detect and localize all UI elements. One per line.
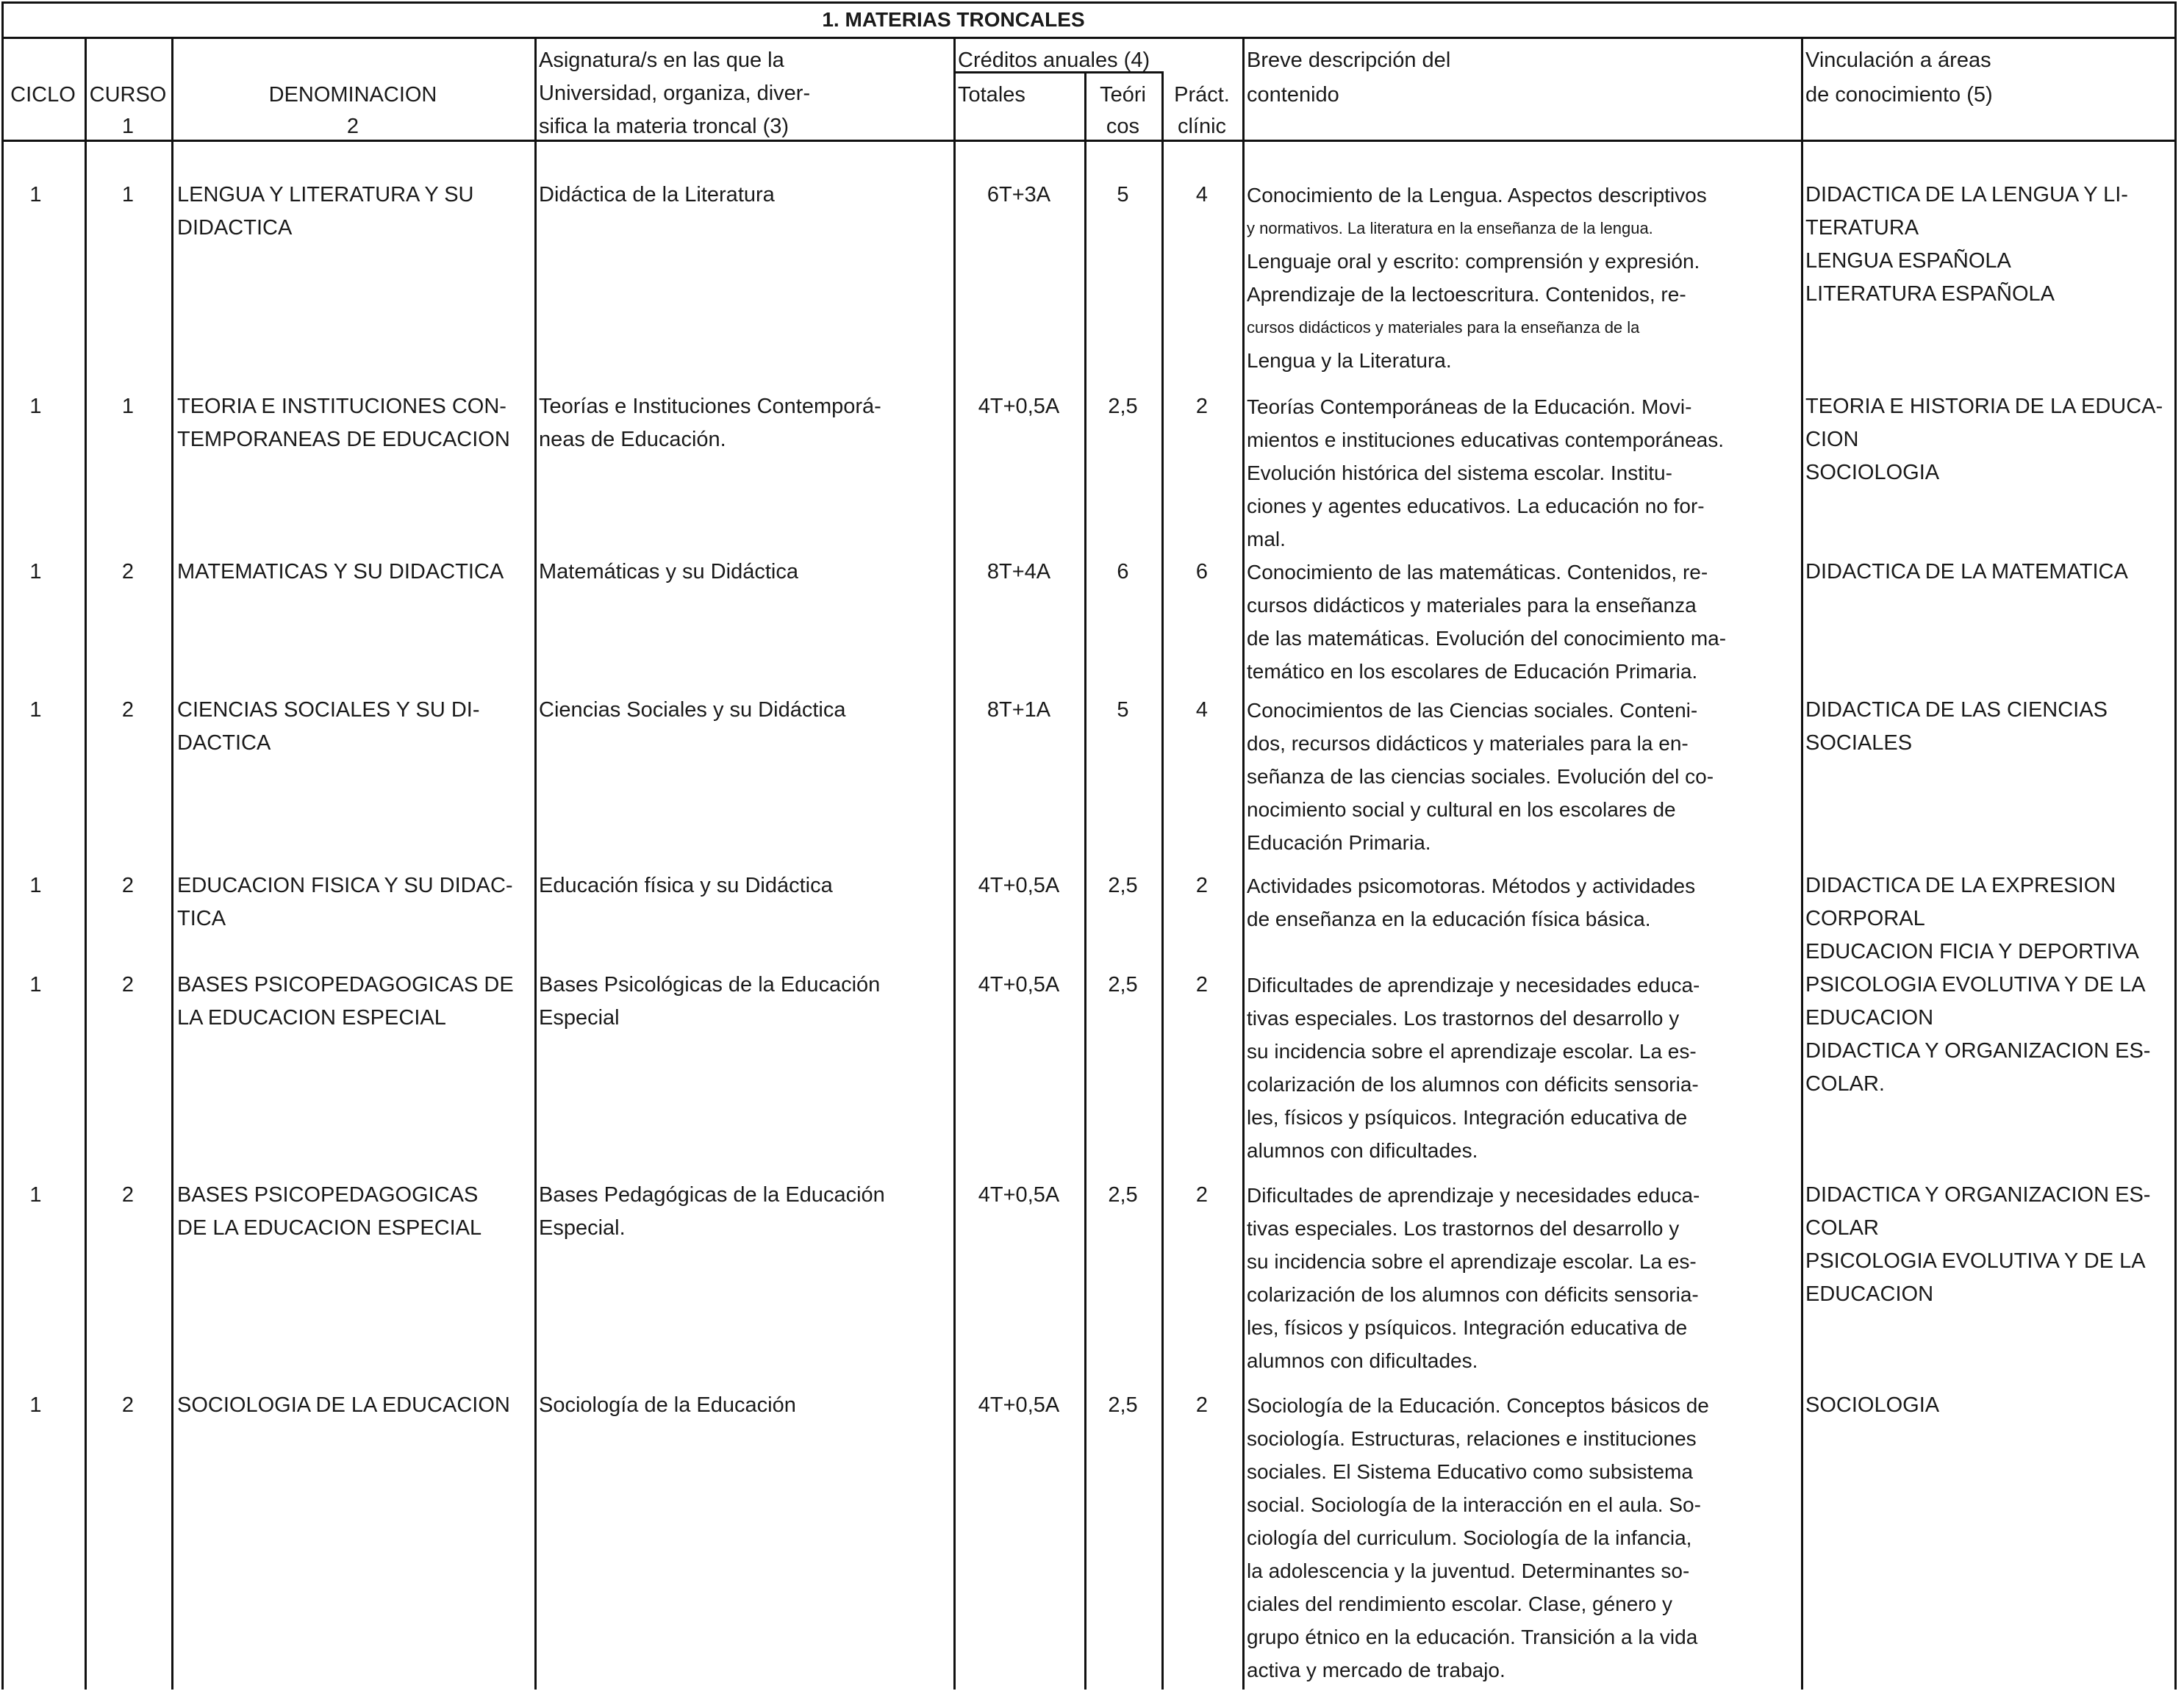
row-denominacion: LENGUA Y LITERATURA Y SU: [177, 183, 474, 207]
row-asignatura: Didáctica de la Literatura: [539, 183, 775, 207]
row-teoricos: 6: [1117, 560, 1129, 584]
row-vinculacion: DIDACTICA DE LA LENGUA Y LI-: [1805, 183, 2128, 207]
row-asignatura: Especial: [539, 1006, 620, 1030]
column-border: [171, 37, 173, 1690]
column-border: [534, 37, 537, 1690]
header-denominacion: DENOMINACION: [268, 83, 437, 107]
row-totales: 6T+3A: [987, 183, 1051, 207]
row-denominacion: DE LA EDUCACION ESPECIAL: [177, 1216, 482, 1240]
header-descripcion: contenido: [1247, 83, 1339, 107]
row-vinculacion: TERATURA: [1805, 216, 1919, 240]
row-teoricos: 2,5: [1108, 1393, 1138, 1417]
row-denominacion: MATEMATICAS Y SU DIDACTICA: [177, 560, 504, 584]
row-ciclo: 1: [29, 560, 42, 584]
row-teoricos: 5: [1117, 183, 1129, 207]
row-descripcion: ciones y agentes educativos. La educación no for-: [1247, 495, 1705, 517]
row-vinculacion: CION: [1805, 428, 1859, 451]
row-descripcion: Conocimiento de las matemáticas. Contenidos, re-: [1247, 561, 1708, 584]
row-asignatura: Matemáticas y su Didáctica: [539, 560, 798, 584]
row-practicos: 2: [1195, 1183, 1209, 1207]
row-denominacion: DIDACTICA: [177, 216, 293, 240]
row-teoricos: 2,5: [1108, 874, 1138, 897]
row-ciclo: 1: [29, 395, 42, 418]
row-descripcion: ciales del rendimiento escolar. Clase, género y: [1247, 1593, 1672, 1615]
row-practicos: 2: [1195, 874, 1209, 897]
header-vinculacion: Vinculación a áreas: [1805, 49, 1991, 72]
row-descripcion: les, físicos y psíquicos. Integración educativa de: [1247, 1316, 1688, 1339]
row-asignatura: Bases Psicológicas de la Educación: [539, 973, 881, 997]
row-denominacion: DACTICA: [177, 731, 271, 755]
row-vinculacion: PSICOLOGIA EVOLUTIVA Y DE LA: [1805, 973, 2146, 997]
header-teoricos: cos: [1106, 115, 1140, 138]
row-descripcion: Evolución histórica del sistema escolar. Institu-: [1247, 462, 1672, 484]
row-asignatura: Especial.: [539, 1216, 626, 1240]
row-descripcion: grupo étnico en la educación. Transición a la vida: [1247, 1626, 1698, 1648]
row-curso: 1: [121, 395, 135, 418]
row-descripcion: alumnos con dificultades.: [1247, 1349, 1478, 1372]
row-totales: 8T+4A: [987, 560, 1051, 584]
header-practicos: Práct.: [1174, 83, 1230, 107]
column-border: [1801, 37, 1803, 1690]
row-descripcion: Conocimiento de la Lengua. Aspectos descriptivos: [1247, 184, 1707, 207]
row-descripcion: sociales. El Sistema Educativo como subsistema: [1247, 1460, 1693, 1483]
row-practicos: 2: [1195, 1393, 1209, 1417]
row-denominacion: TICA: [177, 907, 226, 930]
row-descripcion: colarización de los alumnos con déficits sensoria-: [1247, 1283, 1699, 1306]
row-vinculacion: LITERATURA ESPAÑOLA: [1805, 282, 2055, 306]
row-practicos: 4: [1195, 183, 1209, 207]
row-vinculacion: COLAR.: [1805, 1072, 1885, 1096]
row-descripcion: su incidencia sobre el aprendizaje escolar. La es-: [1247, 1040, 1697, 1063]
row-vinculacion: EDUCACION FICIA Y DEPORTIVA: [1805, 940, 2139, 963]
title-row-border: [1, 37, 2174, 39]
row-totales: 4T+0,5A: [978, 1183, 1060, 1207]
row-descripcion: tivas especiales. Los trastornos del desarrollo y: [1247, 1217, 1680, 1240]
row-descripcion: su incidencia sobre el aprendizaje escolar. La es-: [1247, 1250, 1697, 1273]
row-vinculacion: DIDACTICA DE LAS CIENCIAS: [1805, 698, 2108, 722]
header-asignatura: Universidad, organiza, diver-: [539, 82, 811, 105]
row-vinculacion: DIDACTICA DE LA EXPRESION: [1805, 874, 2116, 897]
column-border: [953, 37, 956, 1690]
row-asignatura: Educación física y su Didáctica: [539, 874, 833, 897]
row-curso: 2: [121, 1393, 135, 1417]
column-border: [85, 37, 87, 1690]
row-totales: 4T+0,5A: [978, 973, 1060, 997]
row-descripcion: Teorías Contemporáneas de la Educación. Movi-: [1247, 395, 1692, 418]
row-asignatura: Ciencias Sociales y su Didáctica: [539, 698, 846, 722]
row-descripcion: tivas especiales. Los trastornos del desarrollo y: [1247, 1007, 1680, 1030]
row-denominacion: TEORIA E INSTITUCIONES CON-: [177, 395, 506, 418]
row-descripcion: Lengua y la Literatura.: [1247, 349, 1452, 372]
row-descripcion: colarización de los alumnos con déficits sensoria-: [1247, 1073, 1699, 1096]
row-denominacion: EDUCACION FISICA Y SU DIDAC-: [177, 874, 513, 897]
row-ciclo: 1: [29, 973, 42, 997]
row-descripcion: Actividades psicomotoras. Métodos y actividades: [1247, 875, 1696, 897]
row-curso: 2: [121, 973, 135, 997]
row-curso: 2: [121, 874, 135, 897]
row-ciclo: 1: [29, 1393, 42, 1417]
row-descripcion: Conocimientos de las Ciencias sociales. Conteni-: [1247, 699, 1698, 722]
row-descripcion: les, físicos y psíquicos. Integración educativa de: [1247, 1106, 1688, 1129]
row-descripcion: señanza de las ciencias sociales. Evolución del co-: [1247, 765, 1714, 788]
row-practicos: 2: [1195, 973, 1209, 997]
row-teoricos: 5: [1117, 698, 1129, 722]
row-vinculacion: DIDACTICA Y ORGANIZACION ES-: [1805, 1039, 2151, 1063]
row-descripcion: Educación Primaria.: [1247, 831, 1431, 854]
header-ciclo: CICLO: [10, 83, 76, 107]
row-descripcion: dos, recursos didácticos y materiales para la en-: [1247, 732, 1689, 755]
row-descripcion: ciología del curriculum. Sociología de la infancia,: [1247, 1526, 1692, 1549]
row-descripcion: mientos e instituciones educativas contemporáneas.: [1247, 428, 1725, 451]
row-descripcion: y normativos. La literatura en la enseñanza de la lengua.: [1247, 219, 1653, 237]
row-descripcion: cursos didácticos y materiales para la enseñanza: [1247, 594, 1697, 617]
row-descripcion: mal.: [1247, 528, 1286, 550]
header-curso-number: 1: [121, 115, 135, 138]
row-descripcion: Lenguaje oral y escrito: comprensión y expresión.: [1247, 250, 1700, 273]
row-totales: 4T+0,5A: [978, 395, 1060, 418]
row-vinculacion: CORPORAL: [1805, 907, 1925, 930]
row-descripcion: de enseñanza en la educación física básica.: [1247, 908, 1651, 930]
row-asignatura: neas de Educación.: [539, 428, 726, 451]
row-descripcion: temático en los escolares de Educación Primaria.: [1247, 660, 1698, 683]
row-ciclo: 1: [29, 698, 42, 722]
row-teoricos: 2,5: [1108, 395, 1138, 418]
row-practicos: 4: [1195, 698, 1209, 722]
row-denominacion: SOCIOLOGIA DE LA EDUCACION: [177, 1393, 510, 1417]
row-descripcion: Aprendizaje de la lectoescritura. Contenidos, re-: [1247, 283, 1686, 306]
row-ciclo: 1: [29, 874, 42, 897]
column-border: [1242, 37, 1245, 1690]
header-descripcion: Breve descripción del: [1247, 49, 1451, 72]
row-descripcion: social. Sociología de la interacción en el aula. So-: [1247, 1493, 1701, 1516]
row-vinculacion: COLAR: [1805, 1216, 1879, 1240]
row-curso: 1: [121, 183, 135, 207]
header-totales: Totales: [958, 83, 1025, 107]
header-teoricos: Teóri: [1100, 83, 1146, 107]
row-ciclo: 1: [29, 183, 42, 207]
row-curso: 2: [121, 560, 135, 584]
row-vinculacion: LENGUA ESPAÑOLA: [1805, 249, 2011, 273]
row-vinculacion: SOCIOLOGIA: [1805, 1393, 1940, 1417]
row-asignatura: Bases Pedagógicas de la Educación: [539, 1183, 885, 1207]
row-practicos: 6: [1195, 560, 1209, 584]
header-curso: CURSO: [89, 83, 167, 107]
header-asignatura: Asignatura/s en las que la: [539, 49, 784, 72]
row-vinculacion: TEORIA E HISTORIA DE LA EDUCA-: [1805, 395, 2163, 418]
row-denominacion: LA EDUCACION ESPECIAL: [177, 1006, 446, 1030]
row-descripcion: cursos didácticos y materiales para la enseñanza de la: [1247, 318, 1640, 337]
header-asignatura: sifica la materia troncal (3): [539, 115, 790, 138]
row-vinculacion: SOCIALES: [1805, 731, 1913, 755]
header-practicos: clínic: [1177, 115, 1227, 138]
header-denominacion-number: 2: [346, 115, 359, 138]
row-practicos: 2: [1195, 395, 1209, 418]
row-vinculacion: PSICOLOGIA EVOLUTIVA Y DE LA: [1805, 1249, 2146, 1273]
row-totales: 8T+1A: [987, 698, 1051, 722]
row-descripcion: Sociología de la Educación. Conceptos básicos de: [1247, 1394, 1709, 1417]
row-denominacion: BASES PSICOPEDAGOGICAS: [177, 1183, 479, 1207]
column-border: [2174, 1, 2177, 1690]
row-asignatura: Sociología de la Educación: [539, 1393, 796, 1417]
table-title: 1. MATERIAS TRONCALES: [822, 8, 1085, 31]
row-totales: 4T+0,5A: [978, 874, 1060, 897]
row-vinculacion: DIDACTICA Y ORGANIZACION ES-: [1805, 1183, 2151, 1207]
row-totales: 4T+0,5A: [978, 1393, 1060, 1417]
header-vinculacion: de conocimiento (5): [1805, 83, 1993, 107]
row-descripcion: Dificultades de aprendizaje y necesidades educa-: [1247, 1184, 1700, 1207]
row-vinculacion: EDUCACION: [1805, 1282, 1934, 1306]
row-curso: 2: [121, 1183, 135, 1207]
row-vinculacion: DIDACTICA DE LA MATEMATICA: [1805, 560, 2128, 584]
row-curso: 2: [121, 698, 135, 722]
row-descripcion: activa y mercado de trabajo.: [1247, 1659, 1505, 1681]
row-descripcion: de las matemáticas. Evolución del conocimiento ma-: [1247, 627, 1727, 650]
row-denominacion: TEMPORANEAS DE EDUCACION: [177, 428, 510, 451]
row-descripcion: nocimiento social y cultural en los escolares de: [1247, 798, 1676, 821]
row-descripcion: Dificultades de aprendizaje y necesidades educa-: [1247, 974, 1700, 997]
row-ciclo: 1: [29, 1183, 42, 1207]
row-denominacion: CIENCIAS SOCIALES Y SU DI-: [177, 698, 480, 722]
row-asignatura: Teorías e Instituciones Contemporá-: [539, 395, 881, 418]
row-teoricos: 2,5: [1108, 1183, 1138, 1207]
row-denominacion: BASES PSICOPEDAGOGICAS DE: [177, 973, 514, 997]
row-vinculacion: EDUCACION: [1805, 1006, 1934, 1030]
row-descripcion: alumnos con dificultades.: [1247, 1139, 1478, 1162]
row-teoricos: 2,5: [1108, 973, 1138, 997]
row-vinculacion: SOCIOLOGIA: [1805, 461, 1940, 484]
column-border: [1, 1, 4, 1690]
row-descripcion: la adolescencia y la juventud. Determinantes so-: [1247, 1559, 1690, 1582]
header-creditos: Créditos anuales (4): [958, 49, 1150, 72]
row-descripcion: sociología. Estructuras, relaciones e instituciones: [1247, 1427, 1697, 1450]
